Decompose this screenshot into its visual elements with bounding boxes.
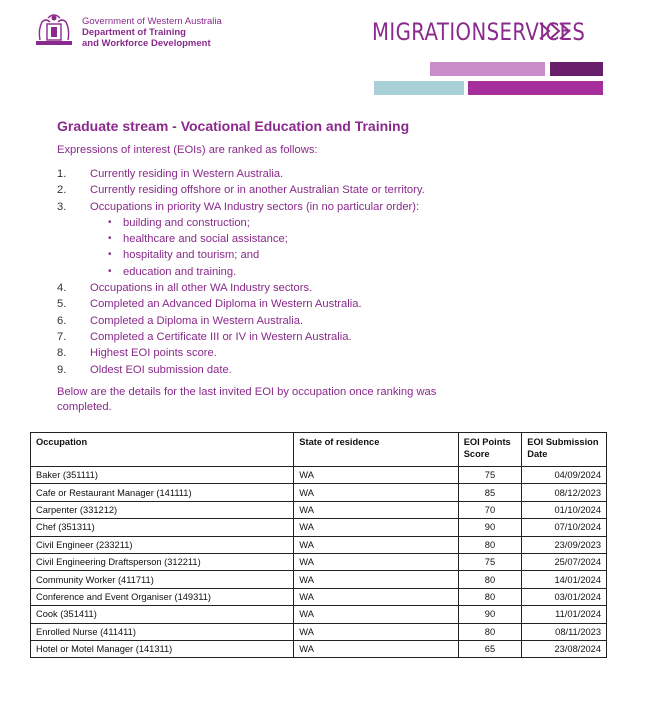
table-intro-text: Below are the details for the last invited EOI by occupation once ranking was completed.: [57, 385, 437, 414]
cell-state: WA: [294, 501, 458, 518]
table-row: [31, 606, 607, 623]
page-title: Graduate stream - Vocational Education and Training: [57, 118, 410, 134]
cell-occupation: Hotel or Motel Manager (141311): [31, 640, 294, 657]
cell-state: WA: [294, 623, 458, 640]
bullet-icon: •: [108, 265, 112, 277]
cell-state: WA: [294, 588, 458, 605]
bullet-icon: •: [108, 233, 112, 245]
bullet-icon: •: [108, 216, 112, 228]
table-row: [31, 484, 607, 501]
sector-item: • education and training.: [57, 264, 617, 280]
cell-occupation: Carpenter (331212): [31, 501, 294, 518]
wa-crest-icon: [30, 10, 78, 50]
cell-state: WA: [294, 571, 458, 588]
table-row: [31, 501, 607, 518]
ranking-item: 2. Currently residing offshore or in another Australian State or territory.: [57, 184, 425, 197]
cell-date: 23/09/2023: [522, 536, 607, 553]
ranking-item: 6. Completed a Diploma in Western Australia.: [57, 314, 304, 327]
cell-occupation: Cook (351411): [31, 606, 294, 623]
cell-score: 80: [458, 623, 522, 640]
decor-bar-dark-purple: [550, 62, 603, 76]
table-row: [31, 536, 607, 553]
decor-bar-magenta: [468, 81, 603, 95]
ranking-item: 7. Completed a Certificate III or IV in Western Australia.: [57, 330, 352, 343]
ranking-item: 8. Highest EOI points score.: [57, 347, 217, 360]
cell-score: 85: [458, 484, 522, 501]
cell-state: WA: [294, 536, 458, 553]
ranking-item: 3. Occupations in priority WA Industry sectors (in no particular order):: [57, 200, 420, 213]
triple-chevron-right-icon: [537, 20, 579, 42]
cell-state: WA: [294, 640, 458, 657]
cell-score: 90: [458, 519, 522, 536]
priority-sectors-list: [57, 215, 617, 280]
cell-score: 80: [458, 536, 522, 553]
cell-date: 23/08/2024: [522, 640, 607, 657]
sector-item: • healthcare and social assistance;: [57, 231, 617, 247]
cell-occupation: Civil Engineering Draftsperson (312211): [31, 553, 294, 570]
cell-date: 14/01/2024: [522, 571, 607, 588]
table-row: [31, 571, 607, 588]
table-row: [31, 553, 607, 570]
cell-score: 75: [458, 553, 522, 570]
column-header-state: State of residence: [294, 433, 458, 467]
bullet-icon: •: [108, 249, 112, 261]
ranking-item: 5. Completed an Advanced Diploma in Western Australia.: [57, 298, 362, 311]
decor-bar-light-blue: [374, 81, 464, 95]
brand-wordmark: MIGRATIONSERVICES: [372, 18, 586, 46]
table-row: [31, 623, 607, 640]
cell-occupation: Cafe or Restaurant Manager (141111): [31, 484, 294, 501]
table-header-row: [31, 433, 607, 467]
ranking-item: 4. Occupations in all other WA Industry sectors.: [57, 282, 313, 295]
cell-date: 11/01/2024: [522, 606, 607, 623]
cell-occupation: Community Worker (411711): [31, 571, 294, 588]
column-header-date: EOI Submission Date: [522, 433, 607, 467]
gov-line-2: Department of Training: [82, 27, 186, 38]
ranking-list-continued: [57, 280, 617, 378]
intro-text: Expressions of interest (EOIs) are ranked as follows:: [57, 144, 318, 156]
table-row: [31, 640, 607, 657]
gov-line-3: and Workforce Development: [82, 38, 211, 49]
government-branding: [82, 16, 222, 49]
cell-state: WA: [294, 606, 458, 623]
cell-occupation: Chef (351311): [31, 519, 294, 536]
cell-date: 03/01/2024: [522, 588, 607, 605]
ranking-list: [57, 166, 617, 215]
cell-occupation: Enrolled Nurse (411411): [31, 623, 294, 640]
ranking-item: 9. Oldest EOI submission date.: [57, 363, 232, 376]
cell-score: 80: [458, 588, 522, 605]
cell-state: WA: [294, 519, 458, 536]
table-row: [31, 588, 607, 605]
sector-item: • building and construction;: [57, 215, 617, 231]
eoi-table: [30, 432, 607, 658]
main-content: [57, 118, 617, 416]
table-row: [31, 467, 607, 484]
cell-score: 75: [458, 467, 522, 484]
cell-score: 90: [458, 606, 522, 623]
cell-date: 07/10/2024: [522, 519, 607, 536]
cell-score: 80: [458, 571, 522, 588]
decor-bar-light-purple: [430, 62, 545, 76]
brand-logo: [372, 14, 632, 50]
cell-occupation: Conference and Event Organiser (149311): [31, 588, 294, 605]
cell-state: WA: [294, 484, 458, 501]
cell-score: 65: [458, 640, 522, 657]
gov-line-1: Government of Western Australia: [82, 16, 222, 27]
cell-date: 08/12/2023: [522, 484, 607, 501]
ranking-item: 1. Currently residing in Western Australia.: [57, 168, 284, 180]
cell-score: 70: [458, 501, 522, 518]
cell-state: WA: [294, 467, 458, 484]
cell-date: 04/09/2024: [522, 467, 607, 484]
cell-occupation: Baker (351111): [31, 467, 294, 484]
page-header: [0, 0, 650, 100]
cell-date: 08/11/2023: [522, 623, 607, 640]
cell-date: 01/10/2024: [522, 501, 607, 518]
column-header-score: EOI Points Score: [458, 433, 522, 467]
table-row: [31, 519, 607, 536]
column-header-occupation: Occupation: [31, 433, 294, 467]
sector-item: • hospitality and tourism; and: [57, 247, 617, 263]
table-body: [31, 467, 607, 658]
cell-occupation: Civil Engineer (233211): [31, 536, 294, 553]
cell-date: 25/07/2024: [522, 553, 607, 570]
cell-state: WA: [294, 553, 458, 570]
